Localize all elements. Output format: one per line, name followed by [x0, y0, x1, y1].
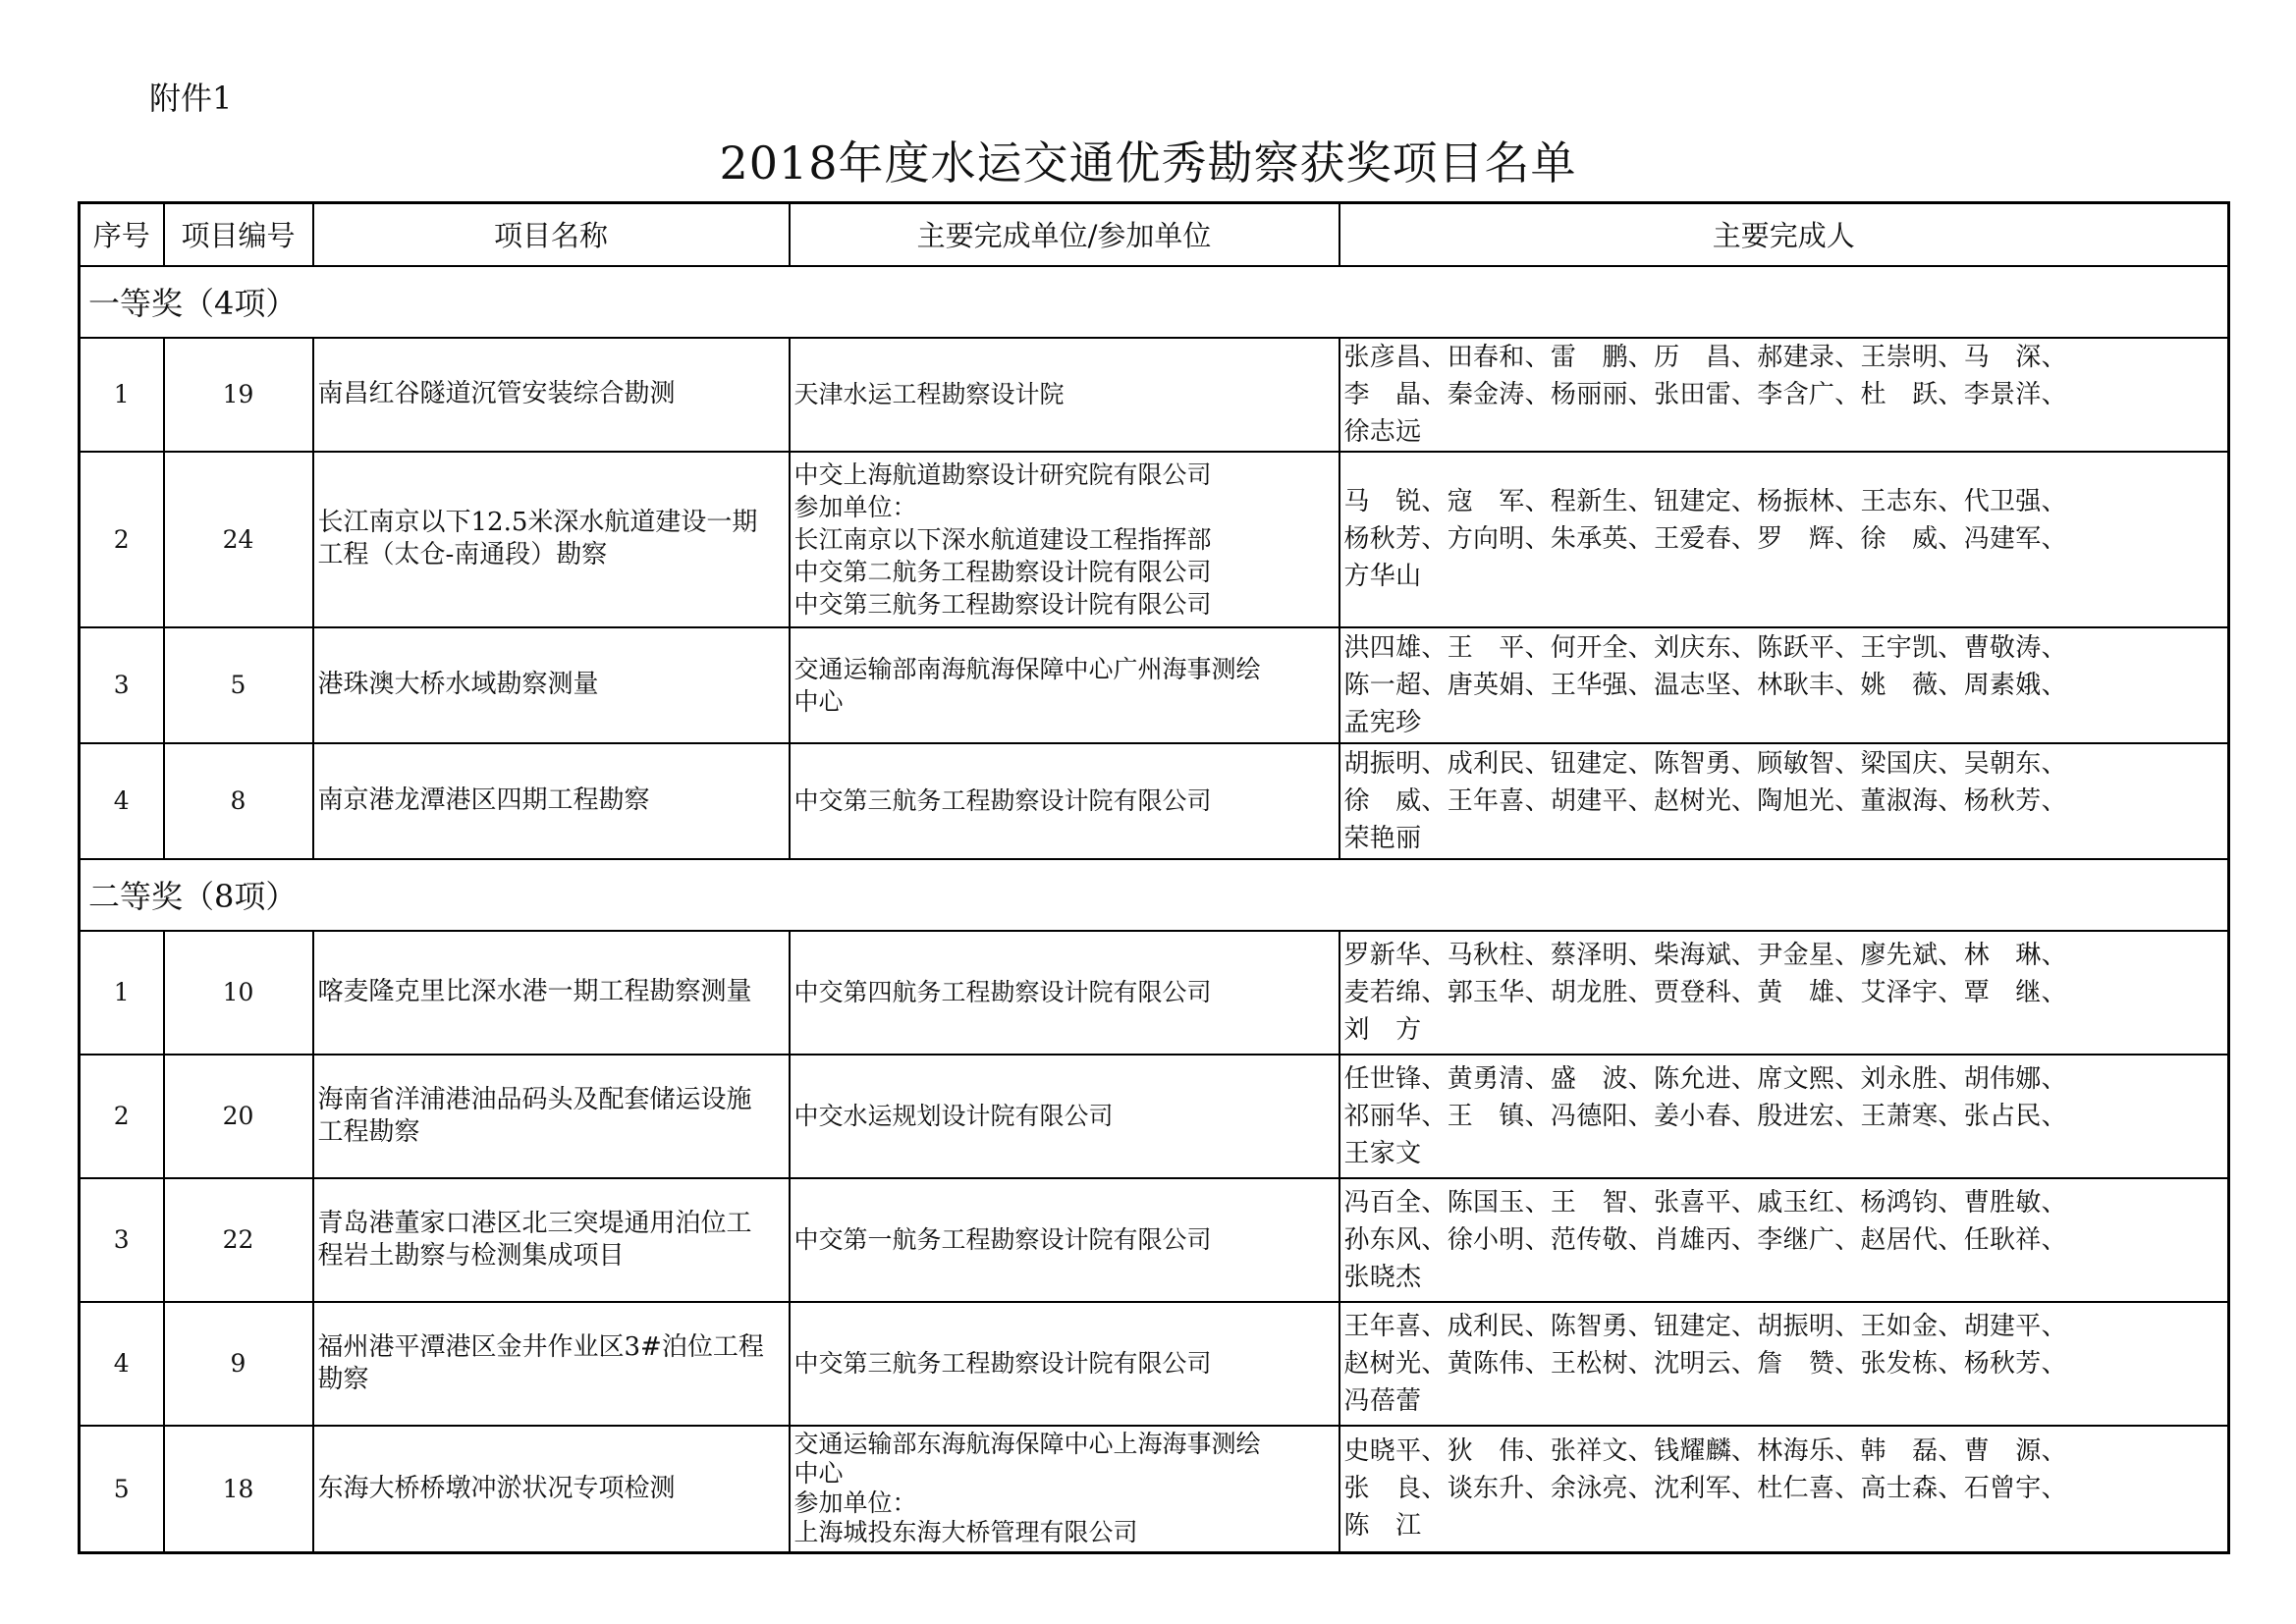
unit-line: 中交第四航务工程勘察设计院有限公司	[793, 978, 1212, 1006]
attachment-label: 附件1	[149, 80, 233, 117]
row-units	[790, 627, 1339, 743]
table-row	[80, 1426, 2229, 1553]
people-line: 张晓杰	[1343, 1262, 1422, 1292]
row-code: 18	[164, 1426, 313, 1553]
table-header-row	[80, 203, 2229, 266]
unit-line: 天津水运工程勘察设计院	[793, 380, 1065, 408]
unit-line: 长江南京以下深水航道建设工程指挥部	[793, 524, 1212, 554]
people-line: 荣艳丽	[1343, 823, 1422, 853]
row-seq: 4	[80, 1302, 164, 1426]
unit-line: 中心	[793, 1459, 844, 1489]
people-line: 陈一超、唐英娟、王华强、温志坚、林耿丰、姚 薇、周素娥、	[1343, 670, 2067, 700]
people-line: 王家文	[1343, 1138, 1422, 1168]
people-line: 张 良、谈东升、余泳亮、沈利军、杜仁喜、高士森、石曾宇、	[1343, 1474, 2067, 1504]
unit-line: 中交第二航务工程勘察设计院有限公司	[793, 557, 1212, 586]
row-units	[790, 1178, 1339, 1302]
unit-line: 中交第一航务工程勘察设计院有限公司	[793, 1225, 1212, 1254]
project-name-line: 长江南京以下12.5米深水航道建设一期	[317, 508, 758, 537]
people-line: 徐志远	[1343, 416, 1422, 447]
row-project-name	[313, 1426, 790, 1553]
unit-line: 中交水运规划设计院有限公司	[793, 1102, 1114, 1130]
people-line: 赵树光、黄陈伟、王松树、沈明云、詹 赞、张发栋、杨秋芳、	[1343, 1348, 2067, 1379]
row-project-name	[313, 743, 790, 859]
project-name-line: 勘察	[317, 1364, 369, 1394]
row-units	[790, 452, 1339, 627]
row-units	[790, 743, 1339, 859]
row-people	[1339, 1178, 2229, 1302]
row-units	[790, 1302, 1339, 1426]
people-line: 胡振明、成利民、钮建定、陈智勇、顾敏智、梁国庆、吴朝东、	[1343, 748, 2067, 779]
row-people	[1339, 1426, 2229, 1553]
page-title: 2018年度水运交通优秀勘察获奖项目名单	[719, 136, 1577, 189]
row-project-name	[313, 1302, 790, 1426]
people-line: 罗新华、马秋柱、蔡泽明、柴海斌、尹金星、廖先斌、林 琳、	[1343, 940, 2067, 970]
header-units: 主要完成单位/参加单位	[790, 203, 1339, 266]
table-row	[80, 743, 2229, 859]
project-name-line: 程岩土勘察与检测集成项目	[317, 1240, 625, 1271]
project-name-line: 东海大桥桥墩冲淤状况专项检测	[317, 1473, 676, 1503]
unit-line: 上海城投东海大桥管理有限公司	[793, 1518, 1138, 1547]
table-row	[80, 452, 2229, 627]
row-project-name	[313, 338, 790, 452]
row-people	[1339, 627, 2229, 743]
project-name-line: 南京港龙潭港区四期工程勘察	[317, 785, 650, 815]
unit-line: 交通运输部南海航海保障中心广州海事测绘	[793, 654, 1261, 683]
row-code: 22	[164, 1178, 313, 1302]
section-label: 一等奖（4项）	[80, 266, 2229, 338]
project-name-line: 喀麦隆克里比深水港一期工程勘察测量	[317, 977, 752, 1006]
unit-line: 中交上海航道勘察设计研究院有限公司	[793, 460, 1212, 489]
people-line: 张彦昌、田春和、雷 鹏、历 昌、郝建录、王崇明、马 深、	[1343, 342, 2067, 372]
row-code: 24	[164, 452, 313, 627]
people-line: 方华山	[1343, 562, 1422, 591]
people-line: 陈 江	[1343, 1511, 1422, 1542]
project-name-line: 工程勘察	[317, 1116, 420, 1147]
row-project-name	[313, 627, 790, 743]
row-people	[1339, 1302, 2229, 1426]
people-line: 史晓平、狄 伟、张祥文、钱耀麟、林海乐、韩 磊、曹 源、	[1343, 1436, 2067, 1467]
project-name-line: 福州港平潭港区金井作业区3#泊位工程	[317, 1331, 764, 1362]
people-line: 李 晶、秦金涛、杨丽丽、张田雷、李含广、杜 跃、李景洋、	[1343, 379, 2067, 409]
row-seq: 4	[80, 743, 164, 859]
row-code: 8	[164, 743, 313, 859]
unit-line: 参加单位：	[793, 1489, 917, 1518]
table-row	[80, 1302, 2229, 1426]
header-code: 项目编号	[164, 203, 313, 266]
people-line: 冯百全、陈国玉、王 智、张喜平、戚玉红、杨鸿钧、曹胜敏、	[1343, 1187, 2067, 1218]
row-code: 19	[164, 338, 313, 452]
table-row	[80, 1178, 2229, 1302]
project-name-line: 南昌红谷隧道沉管安装综合勘测	[317, 379, 676, 408]
row-seq: 5	[80, 1426, 164, 1553]
table-row	[80, 931, 2229, 1055]
row-units	[790, 1426, 1339, 1553]
people-line: 马 锐、寇 军、程新生、钮建定、杨振林、王志东、代卫强、	[1343, 487, 2067, 516]
row-code: 10	[164, 931, 313, 1055]
table-row	[80, 1055, 2229, 1178]
row-units	[790, 338, 1339, 452]
section-row-first-prize	[80, 266, 2229, 338]
row-people	[1339, 452, 2229, 627]
project-name-line: 海南省洋浦港油品码头及配套储运设施	[317, 1084, 752, 1114]
header-seq: 序号	[80, 203, 164, 266]
unit-line: 中交第三航务工程勘察设计院有限公司	[793, 786, 1212, 815]
row-units	[790, 1055, 1339, 1178]
people-line: 洪四雄、王 平、何开全、刘庆东、陈跃平、王宇凯、曹敬涛、	[1343, 632, 2067, 663]
section-label: 二等奖（8项）	[80, 859, 2229, 931]
row-seq: 3	[80, 1178, 164, 1302]
people-line: 孙东风、徐小明、范传敬、肖雄丙、李继广、赵居代、任耿祥、	[1343, 1224, 2067, 1255]
row-people	[1339, 743, 2229, 859]
row-seq: 3	[80, 627, 164, 743]
row-project-name	[313, 1055, 790, 1178]
row-code: 9	[164, 1302, 313, 1426]
people-line: 麦若绵、郭玉华、胡龙胜、贾登科、黄 雄、艾泽宇、覃 继、	[1343, 977, 2067, 1007]
table-row	[80, 627, 2229, 743]
people-line: 任世锋、黄勇清、盛 波、陈允进、席文熙、刘永胜、胡伟娜、	[1343, 1063, 2067, 1094]
unit-line: 中交第三航务工程勘察设计院有限公司	[793, 1349, 1212, 1378]
project-name-line: 青岛港董家口港区北三突堤通用泊位工	[317, 1208, 752, 1238]
people-line: 王年喜、成利民、陈智勇、钮建定、胡振明、王如金、胡建平、	[1343, 1311, 2067, 1341]
award-table	[78, 201, 2230, 1554]
unit-line: 中心	[793, 686, 844, 716]
row-code: 5	[164, 627, 313, 743]
row-units	[790, 931, 1339, 1055]
unit-line: 中交第三航务工程勘察设计院有限公司	[793, 589, 1212, 619]
people-line: 徐 威、王年喜、胡建平、赵树光、陶旭光、董淑海、杨秋芳、	[1343, 785, 2067, 816]
people-line: 冯蓓蕾	[1343, 1385, 1422, 1416]
row-project-name	[313, 1178, 790, 1302]
section-row-second-prize	[80, 859, 2229, 931]
unit-line: 交通运输部东海航海保障中心上海海事测绘	[793, 1430, 1261, 1459]
row-seq: 2	[80, 1055, 164, 1178]
project-name-line: 港珠澳大桥水域勘察测量	[317, 670, 599, 699]
people-line: 孟宪珍	[1343, 707, 1422, 737]
people-line: 祁丽华、王 镇、冯德阳、姜小春、殷进宏、王萧寒、张占民、	[1343, 1101, 2067, 1131]
row-people	[1339, 1055, 2229, 1178]
people-line: 杨秋芳、方向明、朱承英、王爱春、罗 辉、徐 威、冯建军、	[1343, 524, 2067, 554]
row-people	[1339, 338, 2229, 452]
header-project-name: 项目名称	[313, 203, 790, 266]
project-name-line: 工程（太仓-南通段）勘察	[317, 540, 608, 569]
row-code: 20	[164, 1055, 313, 1178]
row-project-name	[313, 452, 790, 627]
row-seq: 1	[80, 931, 164, 1055]
people-line: 刘 方	[1343, 1014, 1422, 1045]
table-row	[80, 338, 2229, 452]
row-seq: 1	[80, 338, 164, 452]
row-project-name	[313, 931, 790, 1055]
unit-line: 参加单位：	[793, 492, 917, 521]
row-seq: 2	[80, 452, 164, 627]
row-people	[1339, 931, 2229, 1055]
header-people: 主要完成人	[1339, 203, 2229, 266]
